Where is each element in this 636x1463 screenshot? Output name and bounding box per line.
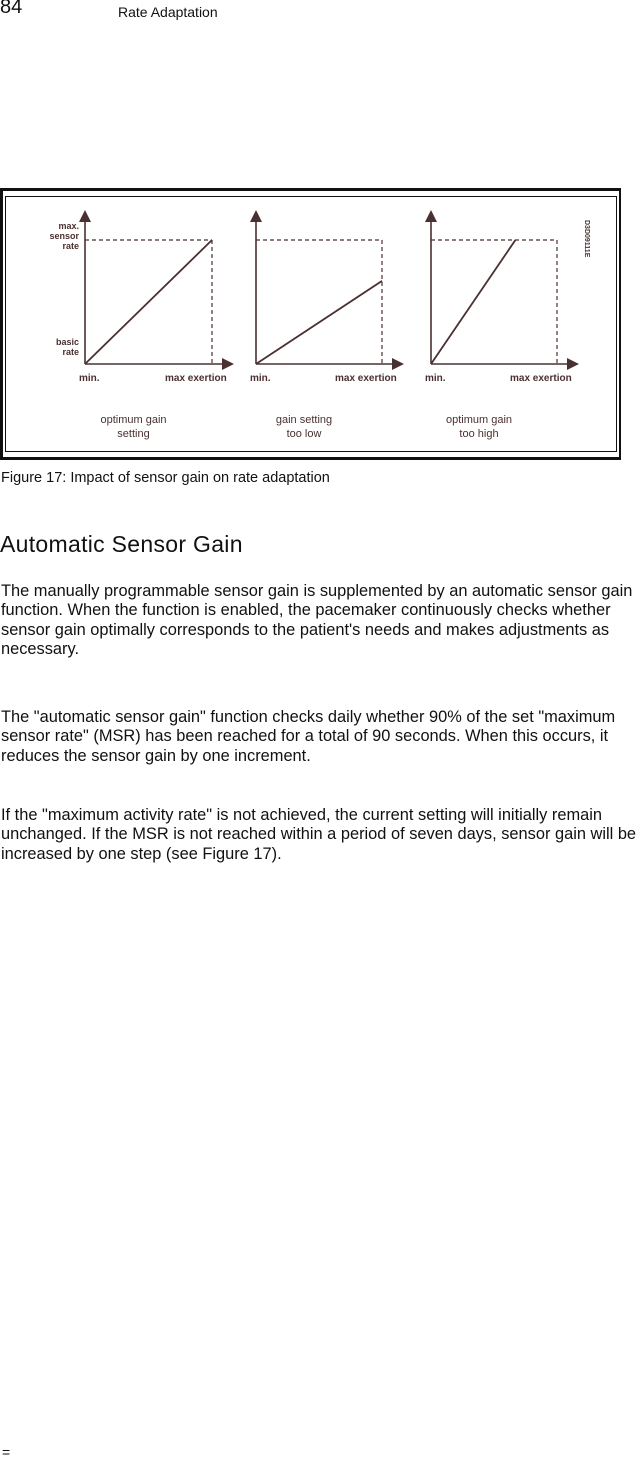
y-basic-label: basic <box>55 337 79 347</box>
x-axis-arrow-icon <box>392 358 404 370</box>
x-min-label: min. <box>250 373 271 384</box>
paragraph-1: The manually programmable sensor gain is supplemented by an automatic sensor gain function. When the function is enabled, the pacemaker continuously checks whether sensor gain optimally corresponds to the patient's needs and makes adjustments as necessary. <box>1 582 633 659</box>
page-number: 84 <box>0 0 23 18</box>
x-axis-arrow-icon <box>222 358 234 370</box>
rate-response-line <box>85 240 212 364</box>
y-basic-label: rate <box>62 347 79 357</box>
y-axis-arrow-icon <box>79 210 91 222</box>
x-max-label: max exertion <box>165 373 227 384</box>
x-max-label: max exertion <box>510 373 572 384</box>
y-max-label: max. <box>58 221 79 231</box>
panel-caption-line: too low <box>286 428 322 440</box>
rate-response-line <box>256 281 382 364</box>
paragraph-3: If the "maximum activity rate" is not achieved, the current setting will initially remain unchanged. If the MSR is not reached within a period of seven days, sensor gain will be increased by one step (see Figure 17). <box>1 806 636 863</box>
x-axis-arrow-icon <box>567 358 579 370</box>
panel-caption-line: gain setting <box>275 414 333 426</box>
x-min-label: min. <box>425 373 446 384</box>
footer-mark: = <box>2 1444 11 1460</box>
rate-adaptation-diagram <box>5 196 617 452</box>
figure-17 <box>0 188 621 460</box>
y-axis-arrow-icon <box>250 210 262 222</box>
x-min-label: min. <box>79 373 100 384</box>
y-max-label: sensor <box>49 231 79 241</box>
paragraph-2: The "automatic sensor gain" function checks daily whether 90% of the set "maximum sensor rate" (MSR) has been reached for a total of 90 seconds. When this occurs, it reduces the sensor gain by one increment. <box>1 708 616 765</box>
y-axis-arrow-icon <box>425 210 437 222</box>
panel-caption-line: optimum gain <box>100 414 167 426</box>
panel-caption-line: setting <box>117 428 150 440</box>
section-heading: Automatic Sensor Gain <box>0 531 243 557</box>
x-max-label: max exertion <box>335 373 397 384</box>
figure-caption: Figure 17: Impact of sensor gain on rate adaptation <box>1 470 330 486</box>
figure-code: D3D09111E <box>583 220 590 258</box>
panel-caption-line: optimum gain <box>445 414 513 426</box>
panel-caption-line: too high <box>459 428 499 440</box>
running-header: Rate Adaptation <box>118 4 218 20</box>
y-max-label: rate <box>62 241 79 251</box>
rate-response-line <box>431 240 515 364</box>
